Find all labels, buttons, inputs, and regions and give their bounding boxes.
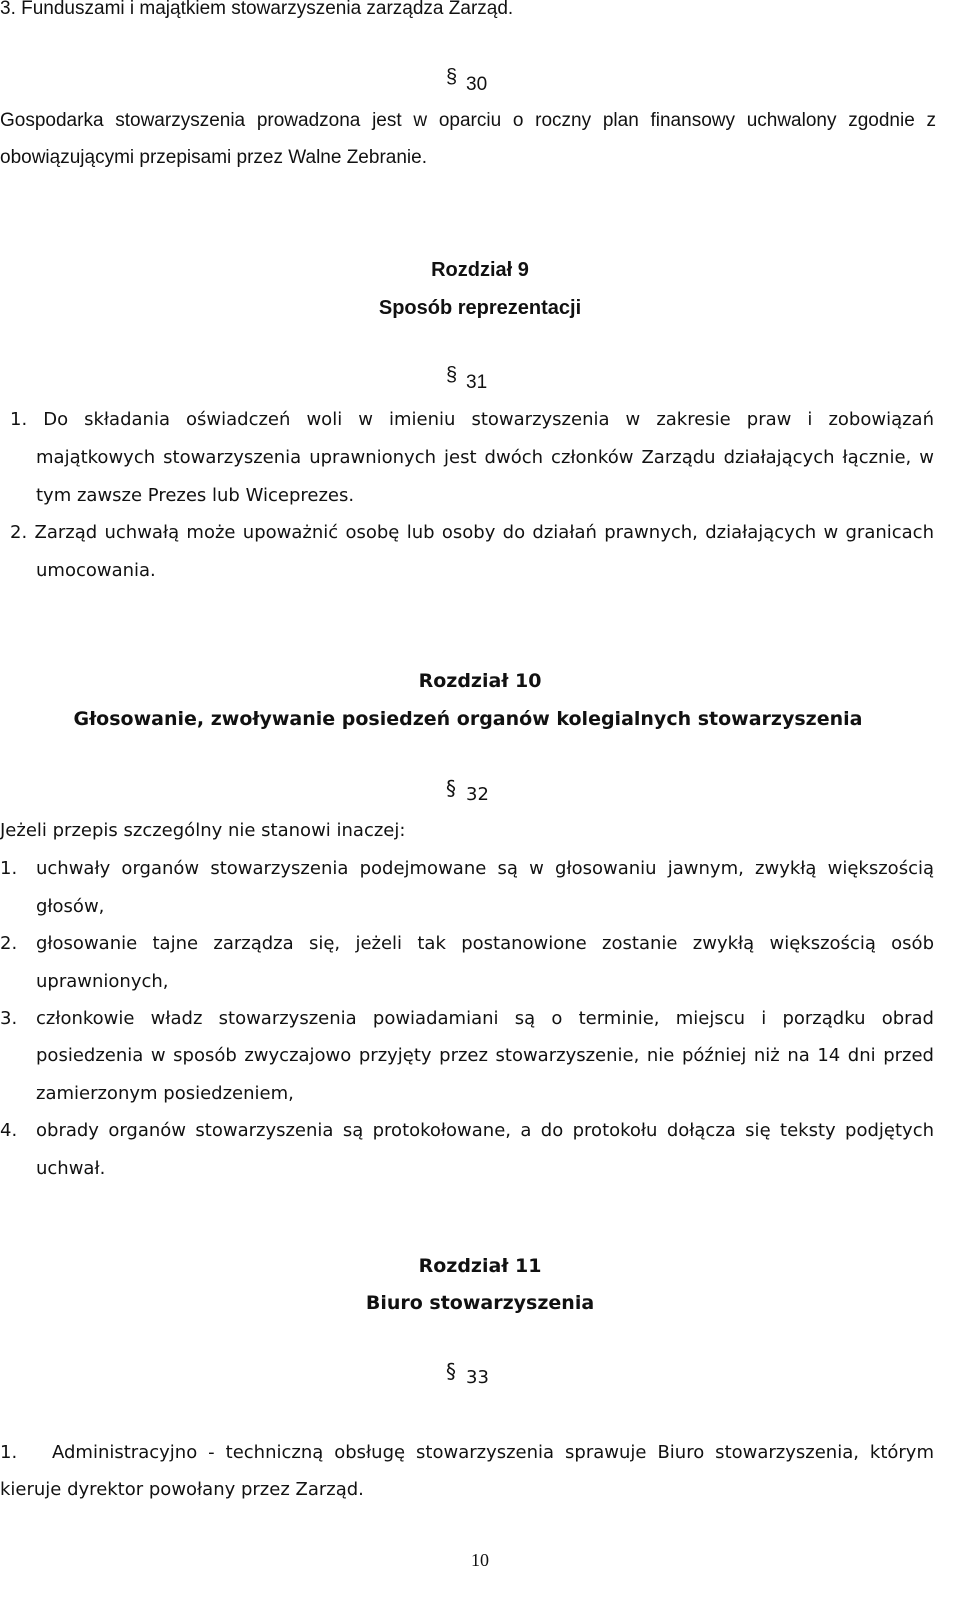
section-symbol: § [446, 66, 458, 88]
chapter-10-subtitle: Głosowanie, zwoływanie posiedzeń organów kolegialnych stowarzyszenia [73, 708, 863, 730]
chapter-9-title: Rozdział 9 [431, 259, 529, 281]
s31-p2-line-1: 2. Zarząd uchwałą może upoważnić osobę lub osoby do działań prawnych, działających w granicach [10, 522, 934, 543]
s32-item-2-number: 2. [0, 933, 18, 954]
s32-item-4-line-1: obrady organów stowarzyszenia są protokołowane, a do protokołu dołącza się teksty podjętych [36, 1120, 934, 1141]
section-number: 30 [466, 74, 488, 95]
s32-item-2-line-2: uprawnionych, [36, 971, 169, 992]
s31-p1-line-1: 1. Do składania oświadczeń woli w imieniu stowarzyszenia w zakresie praw i zobowiązań [10, 409, 934, 430]
list-item-3-funds: 3. Funduszami i majątkiem stowarzyszenia zarządza Zarząd. [0, 0, 514, 19]
s32-item-1-line-2: głosów, [36, 896, 105, 917]
s32-item-1-line-1: uchwały organów stowarzyszenia podejmowane są w głosowaniu jawnym, zwykłą większością [36, 858, 934, 879]
page-number: 10 [471, 1550, 489, 1570]
s30-line-2: obowiązującymi przepisami przez Walne Zebranie. [0, 147, 427, 168]
chapter-11-title: Rozdział 11 [418, 1255, 542, 1277]
section-symbol: § [446, 1359, 456, 1383]
s32-item-3-line-3: zamierzonym posiedzeniem, [36, 1083, 294, 1104]
section-number: 32 [466, 784, 489, 805]
section-symbol: § [446, 364, 458, 386]
s31-p1-line-2: majątkowych stowarzyszenia uprawnionych jest dwóch członków Zarządu działających łącznie, w [36, 447, 934, 468]
s31-p2-line-2: umocowania. [36, 560, 156, 581]
s32-item-2-line-1: głosowanie tajne zarządza się, jeżeli tak postanowione zostanie zwykłą większością osób [36, 933, 934, 954]
chapter-11-subtitle: Biuro stowarzyszenia [365, 1292, 595, 1314]
s32-item-4-number: 4. [0, 1120, 18, 1141]
s31-p1-line-3: tym zawsze Prezes lub Wiceprezes. [36, 485, 355, 506]
section-number: 31 [466, 372, 488, 393]
s33-p1-line-1: Administracyjno - techniczną obsługę stowarzyszenia sprawuje Biuro stowarzyszenia, którym [52, 1442, 934, 1463]
s32-item-3-line-1: członkowie władz stowarzyszenia powiadamiani są o terminie, miejscu i porządku obrad [36, 1008, 934, 1029]
chapter-10-title: Rozdział 10 [418, 670, 542, 692]
s32-item-4-line-2: uchwał. [36, 1158, 106, 1179]
s32-item-1-number: 1. [0, 858, 18, 879]
section-symbol: § [446, 776, 456, 800]
s32-intro: Jeżeli przepis szczególny nie stanowi inaczej: [0, 820, 406, 841]
s30-line-1: Gospodarka stowarzyszenia prowadzona jest w oparciu o roczny plan finansowy uchwalony zgodnie z [0, 110, 936, 131]
s32-item-3-line-2: posiedzenia w sposób zwyczajowo przyjęty przez stowarzyszenie, nie później niż na 14 dni przed [36, 1045, 934, 1066]
s33-p1-number: 1. [0, 1442, 18, 1463]
section-number: 33 [466, 1367, 489, 1388]
chapter-9-subtitle: Sposób reprezentacji [378, 297, 582, 319]
s33-p1-line-2: kieruje dyrektor powołany przez Zarząd. [0, 1479, 364, 1500]
s32-item-3-number: 3. [0, 1008, 18, 1029]
